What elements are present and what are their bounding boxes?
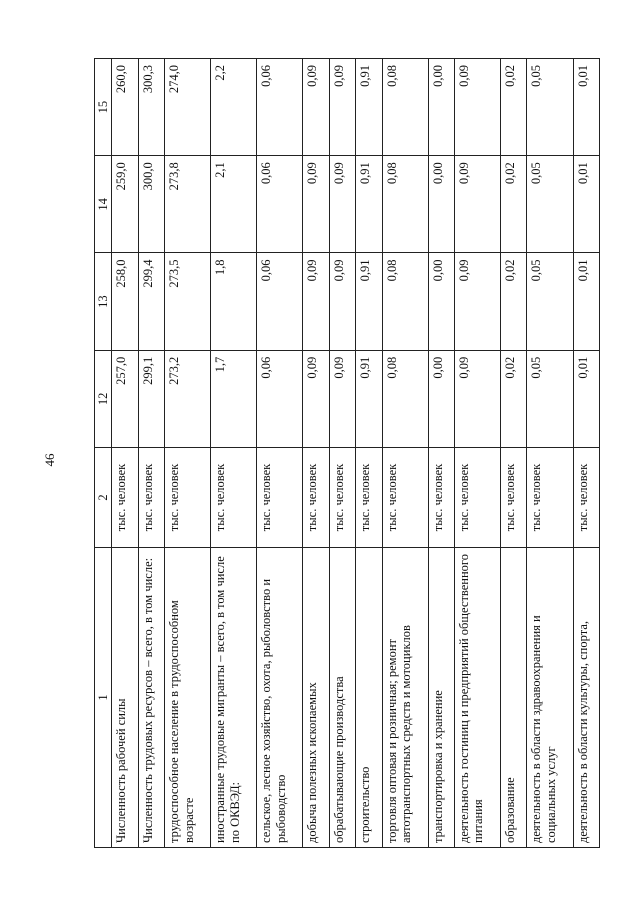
value-cell: 0,02 <box>501 59 527 156</box>
value-cell: 0,09 <box>329 350 355 447</box>
value-cell: 0,09 <box>329 253 355 350</box>
header-cell: 2 <box>95 448 112 548</box>
table-row <box>428 59 454 848</box>
value-cell: 0,00 <box>428 350 454 447</box>
value-cell: 0,08 <box>382 350 428 447</box>
table-row <box>303 59 329 848</box>
row-label: торговля оптовая и розничная; ремонт автотранспортных средств и мотоциклов <box>382 548 428 848</box>
value-cell: 0,06 <box>257 59 303 156</box>
table-row <box>455 59 501 848</box>
value-cell: 2,1 <box>211 156 257 253</box>
row-label: трудоспособное население в трудоспособном возрасте <box>165 548 211 848</box>
row-label: деятельность в области культуры, спорта, <box>573 548 599 848</box>
header-cell: 14 <box>95 156 112 253</box>
row-unit: тыс. человек <box>455 448 501 548</box>
value-cell: 0,08 <box>382 59 428 156</box>
labor-resources-table <box>94 58 600 848</box>
value-cell: 0,00 <box>428 156 454 253</box>
row-unit: тыс. человек <box>112 448 138 548</box>
table-row <box>329 59 355 848</box>
row-label: деятельность в области здравоохранения и социальных услуг <box>527 548 573 848</box>
value-cell: 273,5 <box>165 253 211 350</box>
row-unit: тыс. человек <box>382 448 428 548</box>
row-label: сельское, лесное хозяйство, охота, рыболовство и рыбоводство <box>257 548 303 848</box>
value-cell: 0,09 <box>455 59 501 156</box>
value-cell: 0,02 <box>501 156 527 253</box>
table-row <box>356 59 382 848</box>
value-cell: 0,91 <box>356 59 382 156</box>
value-cell: 0,02 <box>501 253 527 350</box>
page-number: 46 <box>42 453 57 467</box>
value-cell: 0,05 <box>527 59 573 156</box>
row-label: добыча полезных ископаемых <box>303 548 329 848</box>
value-cell: 0,02 <box>501 350 527 447</box>
value-cell: 0,09 <box>303 59 329 156</box>
table-row <box>211 59 257 848</box>
value-cell: 0,05 <box>527 350 573 447</box>
row-unit: тыс. человек <box>165 448 211 548</box>
value-cell: 0,01 <box>573 350 599 447</box>
value-cell: 300,3 <box>138 59 164 156</box>
value-cell: 0,06 <box>257 350 303 447</box>
row-unit: тыс. человек <box>211 448 257 548</box>
value-cell: 0,06 <box>257 253 303 350</box>
row-unit: тыс. человек <box>428 448 454 548</box>
row-label: образование <box>501 548 527 848</box>
row-label: деятельность гостиниц и предприятий общественного питания <box>455 548 501 848</box>
table-row <box>382 59 428 848</box>
table-row <box>112 59 138 848</box>
row-label: обрабатывающие производства <box>329 548 355 848</box>
value-cell: 0,05 <box>527 156 573 253</box>
value-cell: 299,1 <box>138 350 164 447</box>
value-cell: 1,8 <box>211 253 257 350</box>
value-cell: 0,01 <box>573 253 599 350</box>
rotated-table-container <box>94 58 600 848</box>
row-unit: тыс. человек <box>573 448 599 548</box>
row-unit: тыс. человек <box>501 448 527 548</box>
value-cell: 0,06 <box>257 156 303 253</box>
table-row <box>527 59 573 848</box>
row-label: иностранные трудовые мигранты – всего, в том числе по ОКВЭД: <box>211 548 257 848</box>
row-unit: тыс. человек <box>138 448 164 548</box>
row-label: Численность рабочей силы <box>112 548 138 848</box>
value-cell: 2,2 <box>211 59 257 156</box>
value-cell: 0,08 <box>382 253 428 350</box>
value-cell: 0,09 <box>455 253 501 350</box>
value-cell: 260,0 <box>112 59 138 156</box>
value-cell: 1,7 <box>211 350 257 447</box>
value-cell: 0,01 <box>573 59 599 156</box>
row-label: Численность трудовых ресурсов – всего, в том числе: <box>138 548 164 848</box>
value-cell: 273,2 <box>165 350 211 447</box>
value-cell: 0,09 <box>455 350 501 447</box>
row-label: строительство <box>356 548 382 848</box>
value-cell: 0,09 <box>329 156 355 253</box>
value-cell: 0,00 <box>428 253 454 350</box>
value-cell: 0,09 <box>303 350 329 447</box>
header-cell: 1 <box>95 548 112 848</box>
value-cell: 0,00 <box>428 59 454 156</box>
value-cell: 0,09 <box>329 59 355 156</box>
value-cell: 0,09 <box>303 253 329 350</box>
table-row <box>573 59 599 848</box>
value-cell: 299,4 <box>138 253 164 350</box>
row-unit: тыс. человек <box>303 448 329 548</box>
table-row <box>501 59 527 848</box>
row-unit: тыс. человек <box>329 448 355 548</box>
table-row <box>165 59 211 848</box>
value-cell: 300,0 <box>138 156 164 253</box>
value-cell: 0,08 <box>382 156 428 253</box>
row-unit: тыс. человек <box>527 448 573 548</box>
value-cell: 0,91 <box>356 156 382 253</box>
header-cell: 12 <box>95 350 112 447</box>
value-cell: 258,0 <box>112 253 138 350</box>
table-row <box>257 59 303 848</box>
row-unit: тыс. человек <box>257 448 303 548</box>
row-unit: тыс. человек <box>356 448 382 548</box>
value-cell: 0,91 <box>356 253 382 350</box>
table-row <box>138 59 164 848</box>
value-cell: 257,0 <box>112 350 138 447</box>
value-cell: 0,09 <box>303 156 329 253</box>
value-cell: 0,05 <box>527 253 573 350</box>
value-cell: 0,01 <box>573 156 599 253</box>
table-header-row <box>95 59 112 848</box>
value-cell: 274,0 <box>165 59 211 156</box>
row-label: транспортировка и хранение <box>428 548 454 848</box>
value-cell: 273,8 <box>165 156 211 253</box>
value-cell: 0,91 <box>356 350 382 447</box>
value-cell: 259,0 <box>112 156 138 253</box>
value-cell: 0,09 <box>455 156 501 253</box>
header-cell: 13 <box>95 253 112 350</box>
header-cell: 15 <box>95 59 112 156</box>
